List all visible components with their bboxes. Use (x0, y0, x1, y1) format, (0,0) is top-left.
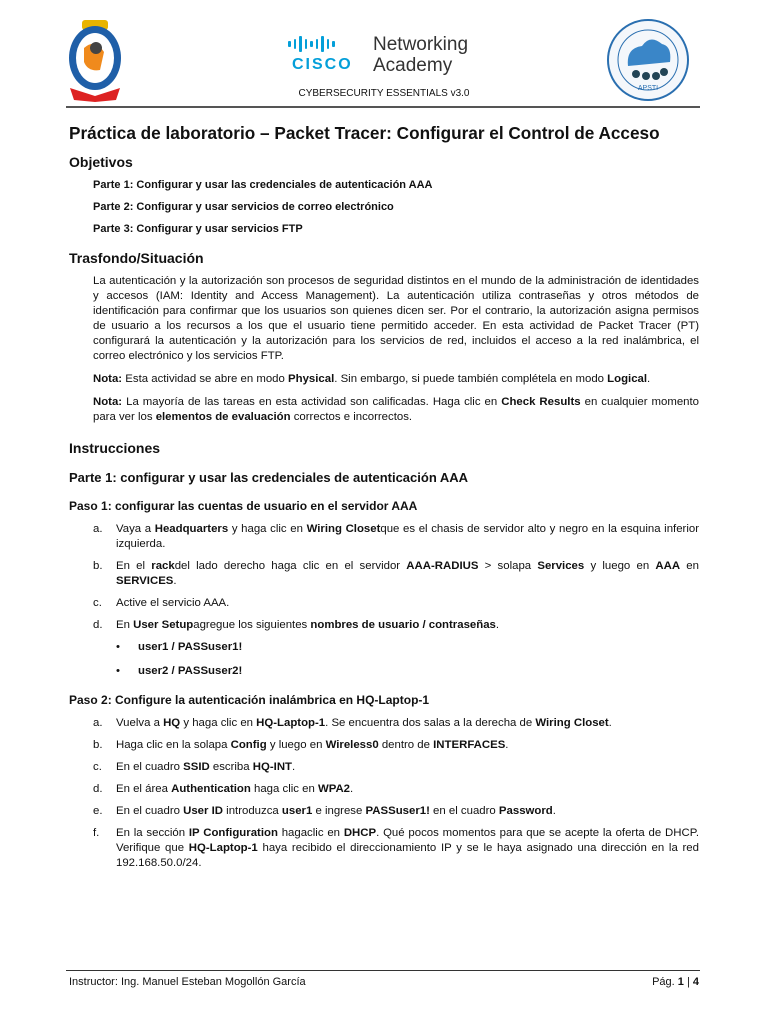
text-run: Vuelva a (116, 717, 164, 729)
page-number (652, 976, 699, 988)
text-run: Check Results (501, 396, 581, 408)
text-run: haya recibido el direccionamiento IP y se le haya asignado una dirección en la red 192.168.50.0/24. (116, 842, 699, 869)
text-run: elementos de evaluación (155, 411, 291, 423)
text-run: y luego en (584, 560, 656, 572)
text-run: Active el servicio AAA. (116, 597, 230, 609)
instrucciones-heading: Instrucciones (69, 440, 161, 456)
text-run: en cualquier momento para ver los (93, 396, 700, 423)
objetivos-heading: Objetivos (69, 154, 133, 170)
note-check-results (93, 395, 699, 425)
text-run: En el cuadro (116, 805, 184, 817)
text-run: user1 (281, 805, 313, 817)
text-run: > solapa (478, 560, 538, 572)
cisco-wordmark: CISCO (292, 56, 353, 73)
text-run: Wiring Closet (306, 523, 381, 535)
cisco-bars-icon (288, 36, 335, 52)
objective-item: Parte 3: Configurar y usar servicios FTP (93, 223, 303, 235)
footer-instructor: Instructor: Ing. Manuel Esteban Mogollón García (69, 976, 306, 988)
header-rule (66, 106, 700, 108)
background-paragraph (93, 274, 699, 364)
text-run: . (505, 739, 509, 751)
text-run: Nota: (93, 396, 123, 408)
text-run: Wiring Closet (535, 717, 609, 729)
text-run: . (292, 761, 296, 773)
text-run: IP Configuration (188, 827, 278, 839)
trasfondo-heading: Trasfondo/Situación (69, 250, 204, 266)
text-run: HQ (163, 717, 181, 729)
objective-item: Parte 1: Configurar y usar las credenciales de autenticación AAA (93, 179, 433, 191)
text-run: hagaclic en (277, 827, 344, 839)
text-run: . (173, 575, 177, 587)
text-run: . Qué pocos momentos para que se acepte la oferta de DHCP. Verifique que (116, 827, 699, 854)
text-run: del lado derecho haga clic en el servidor (174, 560, 407, 572)
bullet-icon: • (116, 641, 120, 653)
text-run: HQ-Laptop-1 (256, 717, 326, 729)
text-run: . Sin embargo, si puede también complétela en modo (334, 373, 608, 385)
text-run: WPA2 (317, 783, 351, 795)
step-item (93, 716, 699, 731)
text-run: Headquarters (154, 523, 229, 535)
text-run: En la sección (116, 827, 189, 839)
course-name: CYBERSECURITY ESSENTIALS v3.0 (298, 88, 470, 99)
parte1-heading: Parte 1: configurar y usar las credenciales de autenticación AAA (69, 470, 469, 485)
text-run: Haga clic en la solapa (116, 739, 231, 751)
text-run: AAA (655, 560, 681, 572)
text-run: . (495, 619, 500, 631)
text-run: En (116, 619, 134, 631)
step-marker: b. (93, 739, 103, 751)
text-run: y luego en (266, 739, 326, 751)
text-run: en (680, 560, 699, 572)
text-run: Esta actividad se abre en modo (122, 373, 289, 385)
bullet-icon: • (116, 665, 120, 677)
text-run: En el cuadro (116, 761, 184, 773)
current-page: 1 (677, 976, 684, 988)
text-run: y haga clic en (228, 523, 307, 535)
step-item (93, 760, 699, 775)
text-run: Nota: (93, 373, 123, 385)
bullet-item (116, 640, 699, 655)
step-marker: c. (93, 597, 102, 609)
text-run: Wireless0 (325, 739, 379, 751)
step-item (93, 738, 699, 753)
step-marker: a. (93, 523, 103, 535)
step-marker: e. (93, 805, 103, 817)
text-run: haga clic en (250, 783, 318, 795)
paso2-heading: Paso 2: Configure la autenticación inalámbrica en HQ-Laptop-1 (69, 693, 430, 707)
text-run: INTERFACES (433, 739, 506, 751)
page-prefix: Pág. (652, 976, 678, 988)
step-marker: d. (93, 619, 103, 631)
bullet-text: user2 / PASSuser2! (138, 665, 243, 677)
step-item (93, 826, 699, 871)
text-run: HQ-INT (252, 761, 293, 773)
paso1-heading: Paso 1: configurar las cuentas de usuario en el servidor AAA (69, 499, 418, 513)
step-item (93, 782, 699, 797)
paso2-list (69, 716, 699, 871)
step-marker: b. (93, 560, 103, 572)
text-run: introduzca (223, 805, 282, 817)
text-run: SERVICES (116, 575, 174, 587)
text-run: DHCP (343, 827, 377, 839)
apsti-logo (606, 18, 690, 102)
text-run: . (647, 373, 651, 385)
text-run: Services (537, 560, 585, 572)
brand-title-line-1: Networking (373, 34, 469, 55)
text-run: Authentication (171, 783, 251, 795)
text-run: escriba (209, 761, 253, 773)
step-item (93, 522, 699, 552)
text-run: SSID (183, 761, 210, 773)
brand-title-line-2: Academy (373, 55, 453, 76)
text-run: correctos e incorrectos. (290, 411, 413, 423)
text-run: Config (230, 739, 267, 751)
text-run: en el cuadro (429, 805, 499, 817)
text-run: . Se encuentra dos salas a la derecha de (325, 717, 536, 729)
footer-rule (66, 970, 700, 971)
cisco-networking-academy-logo (288, 36, 488, 80)
step-item (93, 559, 699, 589)
bullet-text: user1 / PASSuser1! (138, 641, 243, 653)
step-marker: a. (93, 717, 103, 729)
text-run: En el área (116, 783, 172, 795)
text-run: La mayoría de las tareas en esta actividad son calificadas. Haga clic en (122, 396, 502, 408)
paso1-list (69, 522, 699, 633)
text-run: User ID (183, 805, 224, 817)
step-item (93, 596, 699, 611)
bullet-item (116, 664, 699, 679)
step-marker: f. (93, 827, 100, 839)
total-pages: 4 (692, 976, 699, 988)
page-separator: | (683, 976, 693, 988)
step-item (93, 618, 699, 633)
text-run: agregue los siguientes (193, 619, 311, 631)
text-run: rack (151, 560, 175, 572)
text-run: nombres de usuario / contraseñas (310, 619, 496, 631)
page-title: Práctica de laboratorio – Packet Tracer: Configurar el Control de Acceso (69, 123, 660, 143)
step-marker: d. (93, 783, 103, 795)
text-run: AAA-RADIUS (406, 560, 479, 572)
text-run: Physical (288, 373, 335, 385)
page-header (0, 0, 768, 108)
text-run: Logical (607, 373, 648, 385)
step-item (93, 804, 699, 819)
text-run: Password (498, 805, 553, 817)
document-body (69, 121, 699, 878)
note-physical (93, 372, 699, 387)
text-run: La autenticación y la autorización son procesos de seguridad distintos en el mundo de la administración de identidades y accesos (IAM: Identity and Access Management). La autenticación utiliza contraseñas y otros métodos de identificación para confirmar que los usuarios son quienes dicen ser. Por el contrario, la autorización asigna permisos de usuario a los recursos a los que el usuario tiene permitido acceder. En esta actividad de Packet Tracer (PT) configurará la autenticación y la autorización para los servicios de red, incluidos el acceso a la red inalámbrica, el correo electrónico y los servicios FTP. (93, 275, 699, 362)
text-run: . (552, 805, 556, 817)
text-run: que es el chasis de servidor alto y negro en la esquina inferior izquierda. (116, 523, 699, 550)
text-run: En el (116, 560, 152, 572)
text-run: . (608, 717, 612, 729)
text-run: . (350, 783, 354, 795)
text-run: y haga clic en (180, 717, 257, 729)
step-marker: c. (93, 761, 102, 773)
text-run: User Setup (133, 619, 194, 631)
objective-item: Parte 2: Configurar y usar servicios de correo electrónico (93, 201, 394, 213)
text-run: Vaya a (116, 523, 155, 535)
text-run: dentro de (378, 739, 434, 751)
brand-title (373, 34, 468, 76)
text-run: PASSuser1! (365, 805, 430, 817)
text-run: e ingrese (312, 805, 366, 817)
svg-text:APSTI: APSTI (637, 85, 659, 92)
text-run: HQ-Laptop-1 (188, 842, 258, 854)
